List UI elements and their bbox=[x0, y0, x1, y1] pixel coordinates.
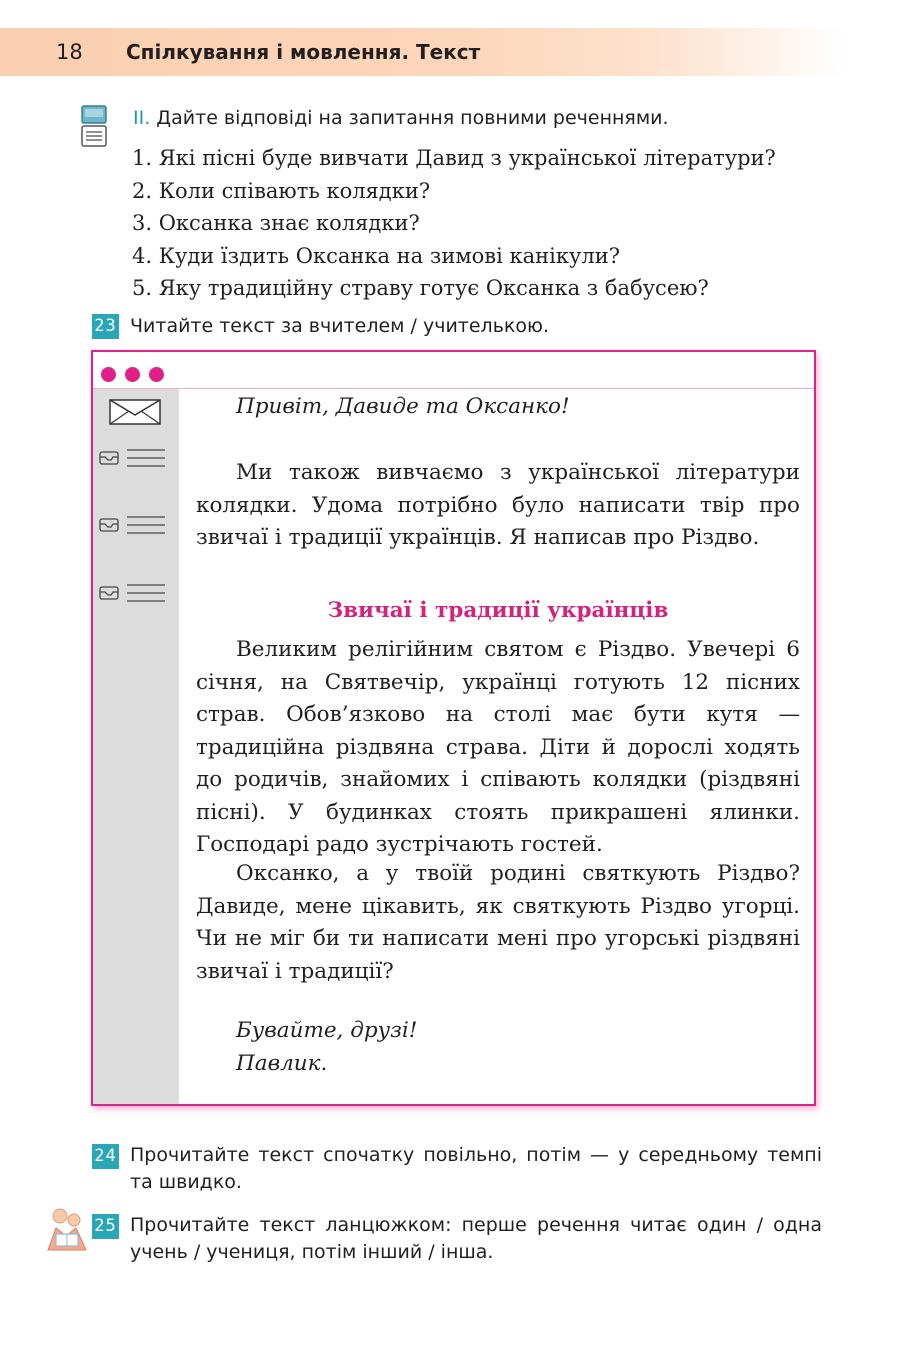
letter-question: Оксанко, а у твоїй родині святкують Різдво? Давиде, мене цікавить, як святкують Різдво угорці. Чи не міг би ти написати мені про угорські різдвяні звичаї і традиції? bbox=[196, 861, 800, 984]
question-list bbox=[132, 142, 776, 305]
essay-text: Великим релігійним святом є Різдво. Увечері 6 січня, на Святвечір, українці готують 12 пісних страв. Обов’язково на столі має бути кутя — традиційна різдвяна страва. Діти й дорослі ходять до родичів, знайомих і співають колядки (різдвяні пісні). У будинках стоять прикрашені ялинки. Господарі радо зустрічають гостей. bbox=[196, 637, 800, 857]
essay-title: Звичаї і традиції українців bbox=[327, 598, 669, 623]
task-24-instruction: Прочитайте текст спочатку повільно, потім — у середньому темпі та швидко. bbox=[130, 1144, 822, 1193]
chapter-title: Спілкування і мовлення. Текст bbox=[126, 40, 481, 64]
window-dot bbox=[149, 367, 164, 382]
window-dot bbox=[101, 367, 116, 382]
task-25-badge: 25 bbox=[92, 1214, 119, 1239]
question-item: 2. Коли співають колядки? bbox=[132, 178, 431, 203]
reading-kids-icon bbox=[42, 1206, 92, 1256]
notebook-icon bbox=[80, 104, 110, 150]
mail-item-icon bbox=[99, 446, 167, 470]
letter-farewell: Бувайте, друзі! bbox=[236, 1018, 418, 1043]
mail-item-icon bbox=[99, 581, 167, 605]
task-25-instruction: Прочитайте текст ланцюжком: перше речення читає один / одна учень / учениця, потім інший / інша. bbox=[130, 1214, 822, 1263]
task-2-instruction bbox=[133, 107, 669, 129]
task-24-badge: 24 bbox=[92, 1144, 119, 1169]
letter-intro: Ми також вивчаємо з української літератури колядки. Удома потрібно було написати твір про звичаї і традиції українців. Я написав про Різдво. bbox=[196, 460, 800, 550]
letter-greeting: Привіт, Давиде та Оксанко! bbox=[236, 394, 570, 419]
task-2-number: II. bbox=[133, 107, 151, 129]
question-item: 4. Куди їздить Оксанка на зимові канікули? bbox=[132, 243, 620, 268]
task-2-text: Дайте відповіді на запитання повними реченнями. bbox=[156, 107, 669, 129]
task-23-badge: 23 bbox=[92, 314, 119, 339]
page-number: 18 bbox=[56, 40, 83, 64]
letter-title-bar bbox=[93, 352, 814, 389]
question-item: 5. Яку традиційну страву готує Оксанка з бабусею? bbox=[132, 276, 709, 300]
question-item: 1. Які пісні буде вивчати Давид з української літератури? bbox=[132, 146, 776, 170]
question-item: 3. Оксанка знає колядки? bbox=[132, 211, 420, 235]
window-dot bbox=[125, 367, 140, 382]
task-23-instruction: Читайте текст за вчителем / учителькою. bbox=[130, 315, 550, 337]
mail-item-icon bbox=[99, 513, 167, 537]
envelope-icon bbox=[109, 399, 161, 425]
letter-sidebar bbox=[93, 389, 179, 1104]
letter-signature: Павлик. bbox=[236, 1051, 328, 1076]
